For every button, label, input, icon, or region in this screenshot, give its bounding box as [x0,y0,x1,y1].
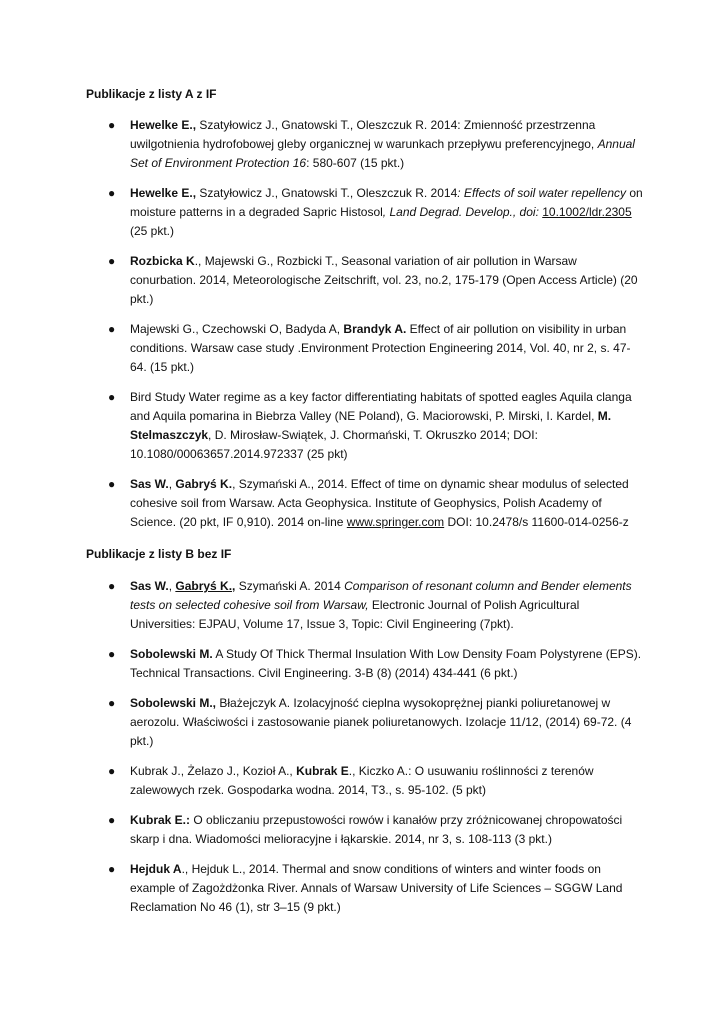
publication-item [0,694,645,751]
publication-text [130,762,645,800]
publication-list-b [0,577,725,917]
bullet-icon: ● [108,254,116,268]
text-segment: Kubrak E [296,764,349,778]
publication-item [0,577,645,634]
text-segment: Sas W. [130,477,169,491]
publication-text [130,252,645,309]
publication-text [130,645,645,683]
text-segment: O obliczaniu przepustowości rowów i kanałów przy zróżnicowanej chropowatości skarp i dna. Wiadomości melioracyjne i łąkarskie. 2014, nr 3, s. 108-113 (3 pkt.) [130,813,623,846]
text-segment: ., Hejduk L., 2014. Thermal and snow conditions of winters and winter foods on example of Zagożdżonka River. Annals of Warsaw University of Life Sciences – SGGW Land Reclamation No 46 (1), str 3–15 (9 pkt.) [130,862,623,914]
text-segment: Błażejczyk A. Izolacyjność cieplna wysokoprężnej pianki poliuretanowej w aerozolu. Właściwości i zastosowanie pianek poliuretanowych. Izolacje 11/12, (2014) 69-72. (4 pkt.) [130,696,632,748]
publication-item [0,252,645,309]
publication-text [130,388,645,464]
text-segment: Szymański A. 2014 [235,579,345,593]
bullet-icon: ● [108,579,116,593]
publication-item [0,860,645,917]
publication-text [130,694,645,751]
text-segment[interactable]: 10.1002/ldr.2305 [542,205,632,219]
bullet-icon: ● [108,764,116,778]
publication-item [0,116,645,173]
bullet-icon: ● [108,390,116,404]
publication-item [0,762,645,800]
publication-item [0,475,645,532]
text-segment: Annual Set of Environment Protection 16 [130,137,635,170]
text-segment: , [168,579,176,593]
text-segment: Effect of air pollution on visibility in urban conditions. Warsaw case study .Environment Protection Engineering 2014, Vol. 40, nr 2, s. 47-64. (15 pkt.) [130,322,631,374]
text-segment: Brandyk A. [343,322,407,336]
text-segment: Bird Study Water regime as a key factor differentiating habitats of spotted eagles Aquila clanga and Aquila pomarina in Biebrza Valley (NE Poland), G. Maciorowski, P. Mirski, I. Kardel, [130,390,632,423]
text-segment: ., Kiczko A.: O usuwaniu roślinności z terenów zalewowych rzek. Gospodarka wodna. 2014, T3., s. 95-102. (5 pkt) [130,764,594,797]
publication-item [0,811,645,849]
bullet-icon: ● [108,322,116,336]
bullet-icon: ● [108,813,116,827]
section-heading-list-a: Publikacje z listy A z IF [86,87,217,101]
publication-text [130,475,645,532]
bullet-icon: ● [108,118,116,132]
text-segment: on moisture patterns in a degraded Sapric Histosol [130,186,643,219]
publication-list-a [0,116,725,532]
publication-item [0,645,645,683]
bullet-icon: ● [108,647,116,661]
publication-text [130,116,645,173]
bullet-icon: ● [108,186,116,200]
publication-item [0,388,645,464]
publication-text [130,577,645,634]
text-segment: Hejduk A [130,862,182,876]
text-segment: : Effects of soil water repellency [457,186,627,200]
text-segment: Szatyłowicz J., Gnatowski T., Oleszczuk R. 2014 [196,186,458,200]
text-segment[interactable]: www.springer.com [346,515,445,529]
text-segment: A Study Of Thick Thermal Insulation With Low Density Foam Polystyrene (EPS). Technical Transactions. Civil Engineering. 3-B (8) (2014) 434-441 (6 pkt.) [130,647,642,680]
text-segment: M. Stelmaszczyk [130,409,612,442]
section-heading-list-b: Publikacje z listy B bez IF [86,547,232,561]
text-segment: Sas W. [130,579,169,593]
publication-text [130,184,645,241]
text-segment: Gabryś K. [175,477,233,491]
text-segment: Electronic Journal of Polish Agricultural Universities: EJPAU, Volume 17, Issue 3, Topic: Civil Engineering (7pkt). [130,598,580,631]
bullet-icon: ● [108,696,116,710]
text-segment: : 580-607 (15 pkt.) [306,156,405,170]
text-segment: (25 pkt.) [130,224,175,238]
text-segment: Hewelke E., [130,186,197,200]
bullet-icon: ● [108,862,116,876]
text-segment: Hewelke E., [130,118,197,132]
text-segment: , Szymański A., 2014. Effect of time on dynamic shear modulus of selected cohesive soil from Warsaw. Acta Geophysica. Institute of Geophysics, Polish Academy of Science. (20 pkt, IF 0,910). 2014 on-line [130,477,629,529]
text-segment: DOI: 10.2478/s 11600-014-0256-z [444,515,629,529]
text-segment: , [168,477,176,491]
text-segment: ., Majewski G., Rozbicki T., Seasonal variation of air pollution in Warsaw conurbation. 2014, Meteorologische Zeitschrift, vol. 23, no.2, 175-179 (Open Access Article) (20 pkt.) [130,254,638,306]
publication-text [130,320,645,377]
publication-item [0,320,645,377]
text-segment: Szatyłowicz J., Gnatowski T., Oleszczuk R. 2014: Zmienność przestrzenna uwilgotnienia hydrofobowej gleby organicznej w warunkach przepływu preferencyjnego, [130,118,598,151]
text-segment: Kubrak J., Żelazo J., Kozioł A., [130,764,297,778]
text-segment: , D. Mirosław-Swiątek, J. Chormański, T. Okruszko 2014; DOI: 10.1080/00063657.2014.972337 (25 pkt) [130,428,538,461]
text-segment[interactable]: Gabryś K., [175,579,236,593]
publication-text [130,811,645,849]
text-segment: Sobolewski M., [130,696,217,710]
text-segment: Kubrak E.: [130,813,191,827]
text-segment: Comparison of resonant column and Bender elements tests on selected cohesive soil from Warsaw, [130,579,632,612]
publication-item [0,184,645,241]
publication-text [130,860,645,917]
text-segment: Sobolewski M. [130,647,213,661]
text-segment: , Land Degrad. Develop., doi: [382,205,543,219]
text-segment: Rozbicka K [130,254,195,268]
text-segment: Majewski G., Czechowski O, Badyda A, [130,322,344,336]
bullet-icon: ● [108,477,116,491]
